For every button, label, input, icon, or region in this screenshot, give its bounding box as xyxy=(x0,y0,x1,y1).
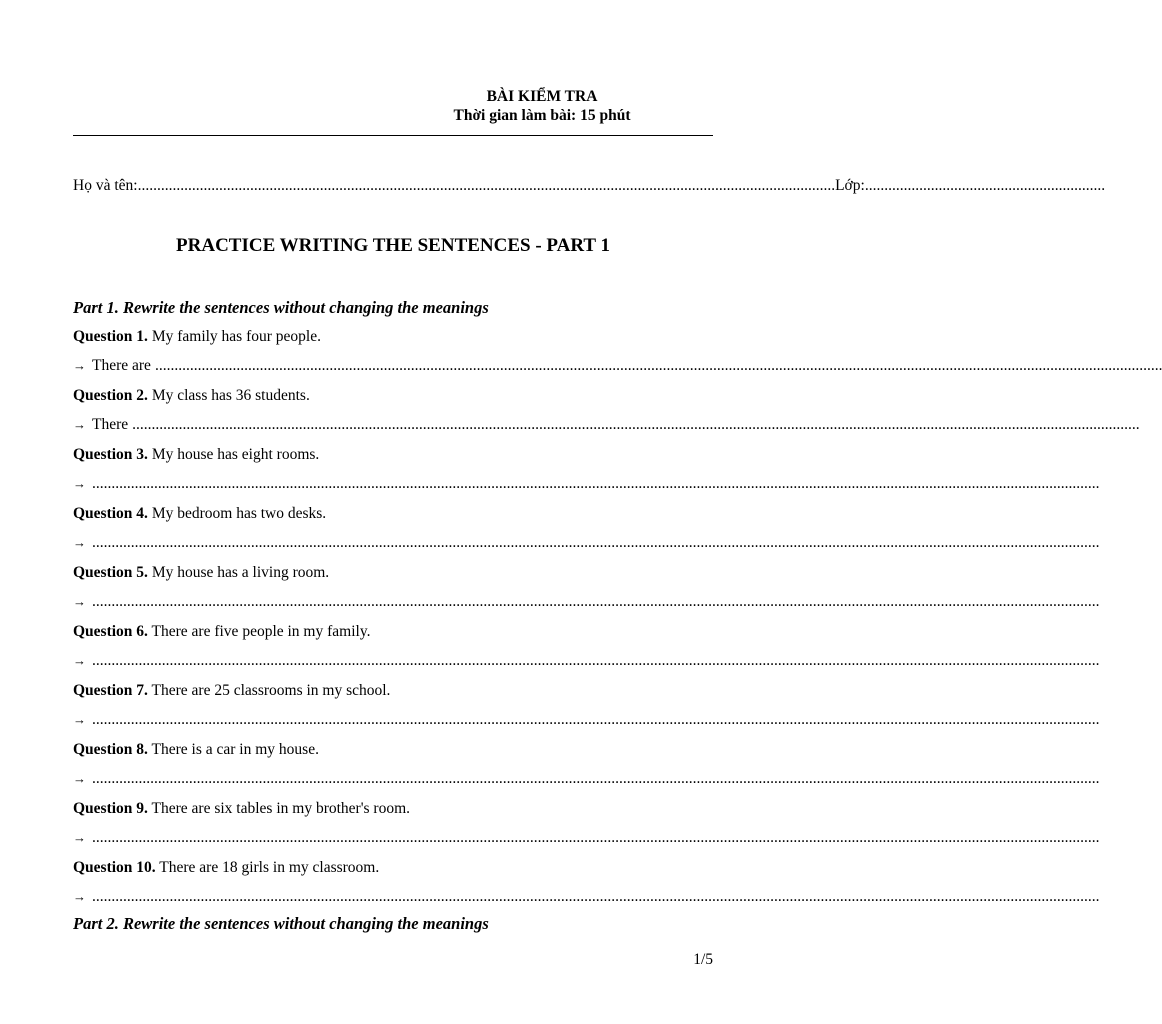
answer-lead: There xyxy=(92,416,129,433)
answer-blank[interactable]: .................................................................................................................................................................................................................................................................... xyxy=(154,357,1162,374)
question-1 xyxy=(73,327,713,356)
question-text: My house has eight rooms. xyxy=(147,446,320,463)
question-label: Question 3. xyxy=(73,446,148,463)
answer-line-3[interactable] xyxy=(73,474,1100,504)
answer-line-1[interactable] xyxy=(73,356,1162,386)
class-blank[interactable]: .............................................................. xyxy=(864,177,1106,194)
question-3 xyxy=(73,445,713,474)
document-header xyxy=(420,87,664,125)
question-text: There are five people in my family. xyxy=(147,623,371,640)
question-text: My house has a living room. xyxy=(147,564,330,581)
question-label: Question 5. xyxy=(73,564,148,581)
question-5 xyxy=(73,563,713,592)
test-title: BÀI KIỂM TRA xyxy=(486,88,598,105)
arrow-right-icon: → xyxy=(73,535,86,550)
answer-blank[interactable]: .................................................................................................................................................................................................................................................................... xyxy=(92,652,1100,669)
answer-line-2[interactable] xyxy=(73,415,1140,445)
question-10 xyxy=(73,858,713,887)
answer-blank[interactable]: .................................................................................................................................................................................................................................................................... xyxy=(92,770,1100,787)
name-label: Họ và tên: xyxy=(73,177,138,194)
answer-line-9[interactable] xyxy=(73,828,1100,858)
question-label: Question 1. xyxy=(73,328,148,345)
part1-heading: Part 1. Rewrite the sentences without changing the meanings xyxy=(73,298,489,317)
worksheet-title: PRACTICE WRITING THE SENTENCES - PART 1 xyxy=(176,235,610,256)
arrow-right-icon: → xyxy=(73,712,86,727)
question-text: There are 25 classrooms in my school. xyxy=(147,682,391,699)
part2-heading: Part 2. Rewrite the sentences without changing the meanings xyxy=(73,914,489,933)
class-label: Lớp: xyxy=(835,177,865,194)
answer-blank[interactable]: .................................................................................................................................................................................................................................................................... xyxy=(92,593,1100,610)
answer-blank[interactable]: .................................................................................................................................................................................................................................................................... xyxy=(92,888,1100,905)
question-label: Question 10. xyxy=(73,859,156,876)
time-limit: Thời gian làm bài: 15 phút xyxy=(453,107,631,124)
answer-line-5[interactable] xyxy=(73,592,1100,622)
answer-blank[interactable]: .................................................................................................................................................................................................................................................................... xyxy=(132,416,1140,433)
question-9 xyxy=(73,799,713,828)
question-2 xyxy=(73,386,713,415)
answer-lead: There are xyxy=(92,357,151,374)
answer-blank[interactable]: .................................................................................................................................................................................................................................................................... xyxy=(92,711,1100,728)
question-label: Question 6. xyxy=(73,623,148,640)
student-info-line xyxy=(73,177,1106,195)
question-7 xyxy=(73,681,713,710)
arrow-right-icon: → xyxy=(73,594,86,609)
answer-blank[interactable]: .................................................................................................................................................................................................................................................................... xyxy=(92,534,1100,551)
question-label: Question 9. xyxy=(73,800,148,817)
arrow-right-icon: → xyxy=(73,653,86,668)
arrow-right-icon: → xyxy=(73,417,86,432)
question-label: Question 4. xyxy=(73,505,148,522)
header-divider xyxy=(73,135,713,136)
page-number: 1/5 xyxy=(693,951,713,968)
answer-line-8[interactable] xyxy=(73,769,1100,799)
arrow-right-icon: → xyxy=(73,889,86,904)
question-8 xyxy=(73,740,713,769)
arrow-right-icon: → xyxy=(73,476,86,491)
arrow-right-icon: → xyxy=(73,771,86,786)
answer-line-6[interactable] xyxy=(73,651,1100,681)
name-blank[interactable]: .................................................................................................................................................................................... xyxy=(137,177,836,194)
question-label: Question 2. xyxy=(73,387,148,404)
arrow-right-icon: → xyxy=(73,830,86,845)
question-text: There are 18 girls in my classroom. xyxy=(155,859,380,876)
question-label: Question 8. xyxy=(73,741,148,758)
answer-line-4[interactable] xyxy=(73,533,1100,563)
answer-line-10[interactable] xyxy=(73,887,1100,917)
answer-line-7[interactable] xyxy=(73,710,1100,740)
question-list xyxy=(73,327,1162,917)
answer-blank[interactable]: .................................................................................................................................................................................................................................................................... xyxy=(92,829,1100,846)
question-text: There is a car in my house. xyxy=(147,741,319,758)
question-text: There are six tables in my brother's room. xyxy=(147,800,410,817)
question-6 xyxy=(73,622,713,651)
answer-blank[interactable]: .................................................................................................................................................................................................................................................................... xyxy=(92,475,1100,492)
question-text: My bedroom has two desks. xyxy=(147,505,327,522)
question-label: Question 7. xyxy=(73,682,148,699)
question-text: My class has 36 students. xyxy=(147,387,310,404)
arrow-right-icon: → xyxy=(73,358,86,373)
question-4 xyxy=(73,504,713,533)
question-text: My family has four people. xyxy=(147,328,321,345)
